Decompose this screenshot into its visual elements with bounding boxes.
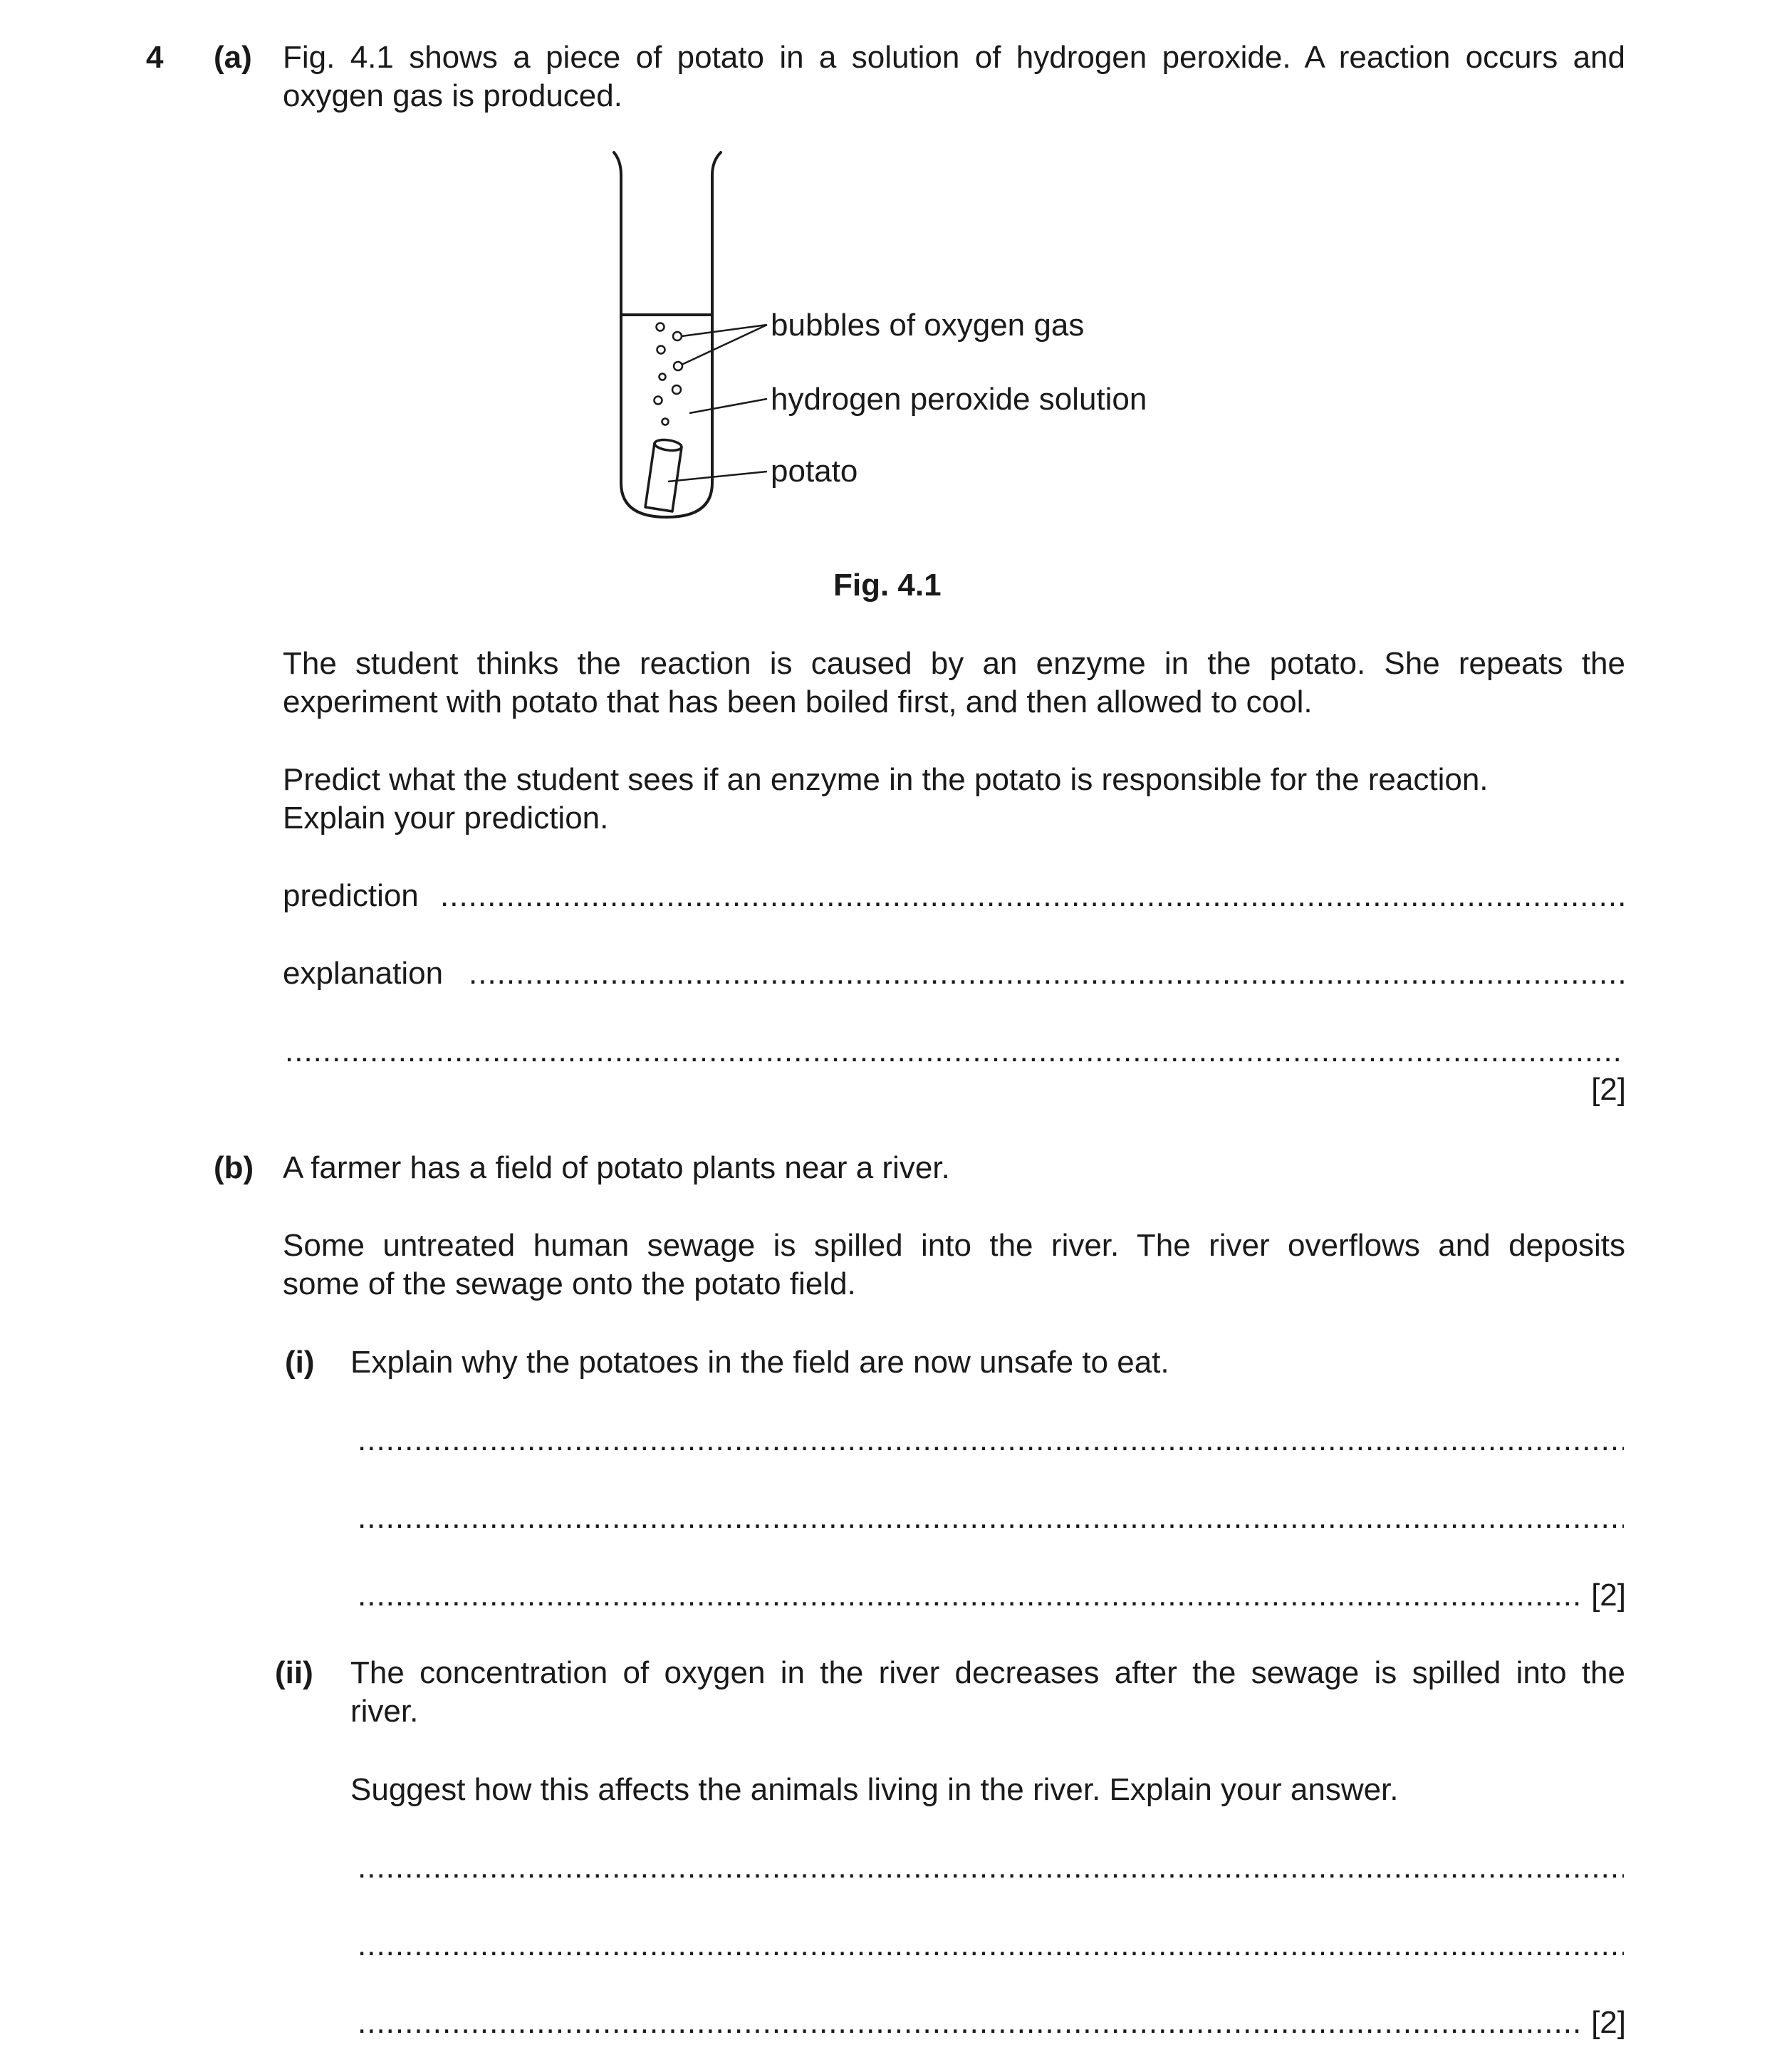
sub-ii-answer-line-1[interactable] [358, 1848, 1624, 1887]
label-bubbles: bubbles of oxygen gas [771, 308, 1085, 343]
part-b-para1-line2: some of the sewage onto the potato field. [283, 1266, 856, 1301]
sub-ii-prompt: Suggest how this affects the animals living in the river. Explain your answer. [350, 1772, 1399, 1807]
figure-4-1 [598, 146, 1239, 534]
prediction-answer-line[interactable] [440, 877, 1624, 915]
explanation-label: explanation [283, 956, 444, 991]
part-a-para2-line1: Predict what the student sees if an enzyme in the potato is responsible for the reaction. [283, 762, 1489, 797]
sub-ii-line1: The concentration of oxygen in the river decreases after the sewage is spilled into the [350, 1655, 1625, 1690]
part-a-para2-line2: Explain your prediction. [283, 801, 609, 835]
question-number: 4 [146, 40, 164, 75]
bubbles [655, 323, 683, 425]
explanation-answer-line[interactable] [469, 954, 1624, 993]
sub-ii-marks: [2] [1591, 2005, 1626, 2040]
sub-i-text: Explain why the potatoes in the field are now unsafe to eat. [350, 1345, 1169, 1380]
potato-piece [645, 438, 682, 511]
part-a-intro-line2: oxygen gas is produced. [283, 78, 622, 113]
label-solution: hydrogen peroxide solution [771, 382, 1147, 417]
part-a-marks: [2] [1591, 1072, 1626, 1107]
part-b-intro: A farmer has a field of potato plants near a river. [283, 1150, 950, 1185]
label-leader-lines [668, 325, 767, 481]
part-a-intro-line1: Fig. 4.1 shows a piece of potato in a solution of hydrogen peroxide. A reaction occurs and [283, 40, 1625, 75]
sub-i-label: (i) [285, 1345, 315, 1380]
part-b-para1-line1: Some untreated human sewage is spilled into the river. The river overflows and deposits [283, 1228, 1625, 1263]
sub-i-answer-line-3[interactable] [358, 1576, 1584, 1615]
sub-ii-label: (ii) [275, 1655, 313, 1690]
figure-caption: Fig. 4.1 [833, 568, 942, 603]
sub-i-marks: [2] [1591, 1578, 1626, 1613]
explanation-answer-line-2[interactable] [285, 1032, 1624, 1071]
sub-i-answer-line-2[interactable] [358, 1499, 1624, 1537]
sub-ii-answer-line-3[interactable] [358, 2004, 1584, 2042]
sub-i-answer-line-1[interactable] [358, 1421, 1624, 1459]
part-a-label: (a) [214, 40, 252, 75]
part-a-para1-line2: experiment with potato that has been boiled first, and then allowed to cool. [283, 684, 1313, 719]
sub-ii-answer-line-2[interactable] [358, 1926, 1624, 1964]
part-a-para1-line1: The student thinks the reaction is caused by an enzyme in the potato. She repeats the [283, 646, 1625, 681]
part-b-label: (b) [214, 1150, 254, 1185]
label-potato: potato [771, 454, 858, 489]
prediction-label: prediction [283, 878, 419, 913]
sub-ii-line2: river. [350, 1694, 419, 1729]
